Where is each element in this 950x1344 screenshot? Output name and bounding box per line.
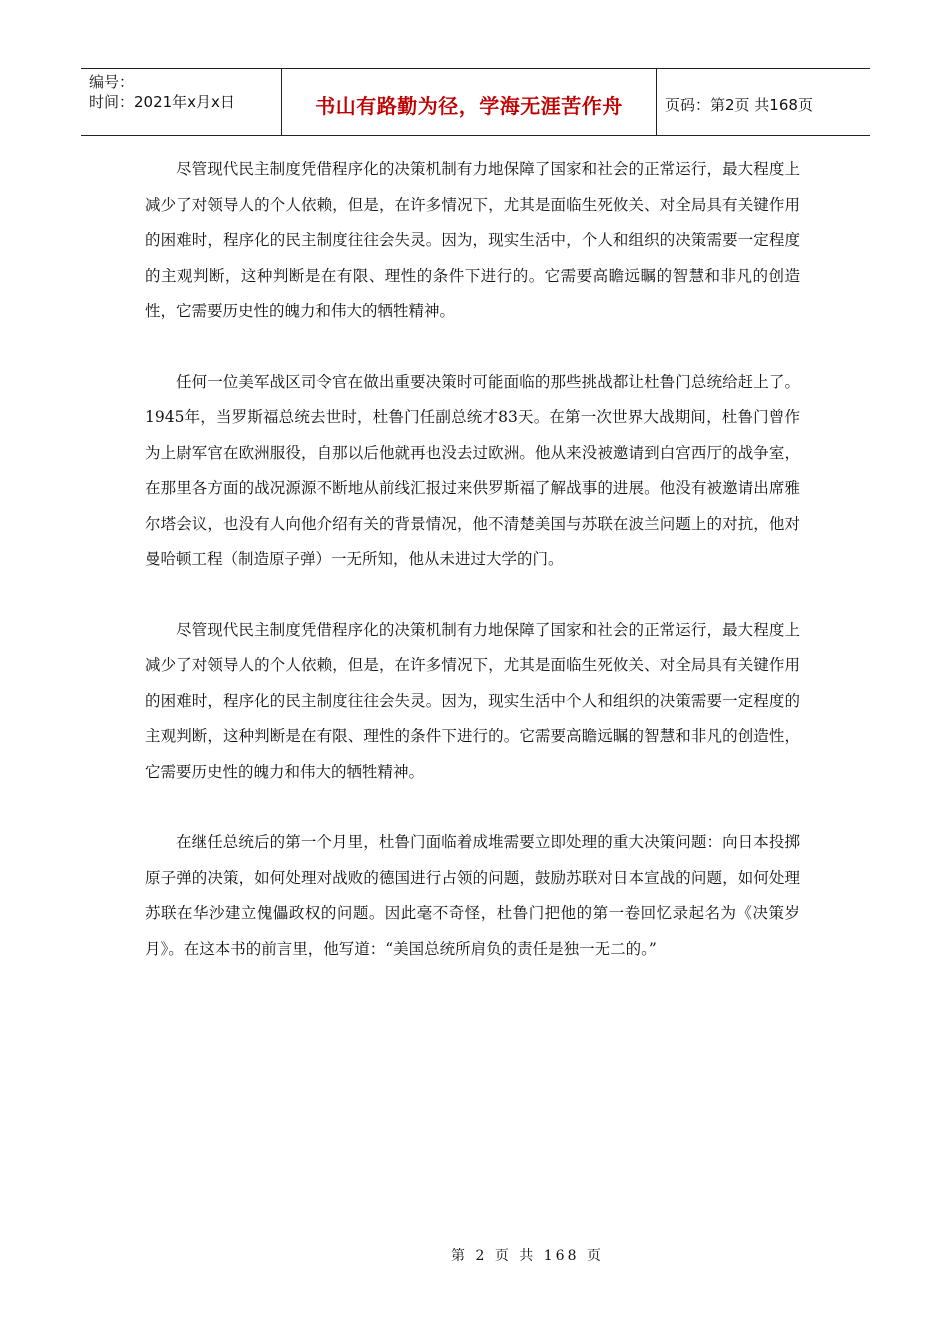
document-date-label: 时间：2021年x月x日 <box>89 93 235 111</box>
paragraph: 在继任总统后的第一个月里，杜鲁门面临着成堆需要立即处理的重大决策问题：向日本投掷原子弹的决策，如何处理对战败的德国进行占领的问题，鼓励苏联对日本宣战的问题，如何处理苏联在华沙建立傀儡政权的问题。因此毫不奇怪，杜鲁门把他的第一卷回忆录起名为《决策岁月》。在这本书的前言里，他写道：“美国总统所肩负的责任是独一无二的。” <box>145 833 800 958</box>
header-page-number: 页码：第2页 共168页 <box>665 95 813 114</box>
header-meta <box>81 69 282 135</box>
paragraph: 任何一位美军战区司令官在做出重要决策时可能面临的那些挑战都让杜鲁门总统给赶上了。1945年，当罗斯福总统去世时，杜鲁门任副总统才83天。在第一次世界大战期间，杜鲁门曾作为上尉军官在欧洲服役，自那以后他就再也没去过欧洲。他从来没被邀请到白宫西厅的战争室，在那里各方面的战况源源不断地从前线汇报过来供罗斯福了解战事的进展。他没有被邀请出席雅尔塔会议，也没有人向他介绍有关的背景情况，他不清楚美国与苏联在波兰问题上的对抗，他对曼哈顿工程（制造原子弹）一无所知，他从未进过大学的门。 <box>145 372 800 568</box>
document-number-label: 编号： <box>89 73 135 91</box>
header-motto: 书山有路勤为径，学海无涯苦作舟 <box>282 69 657 135</box>
page-footer: 第 2 页 共 168 页 <box>451 1248 604 1264</box>
paragraph: 尽管现代民主制度凭借程序化的决策机制有力地保障了国家和社会的正常运行，最大程度上减少了对领导人的个人依赖，但是，在许多情况下，尤其是面临生死攸关、对全局具有关键作用的困难时，程序化的民主制度往往会失灵。因为，现实生活中个人和组织的决策需要一定程度的主观判断，这种判断是在有限、理性的条件下进行的。它需要高瞻远瞩的智慧和非凡的创造性，它需要历史性的魄力和伟大的牺牲精神。 <box>145 620 800 781</box>
page-header <box>81 68 870 136</box>
document-body <box>145 152 800 1002</box>
paragraph: 尽管现代民主制度凭借程序化的决策机制有力地保障了国家和社会的正常运行，最大程度上减少了对领导人的个人依赖，但是，在许多情况下，尤其是面临生死攸关、对全局具有关键作用的困难时，程序化的民主制度往往会失灵。因为，现实生活中，个人和组织的决策需要一定程度的主观判断，这种判断是在有限、理性的条件下进行的。它需要高瞻远瞩的智慧和非凡的创造性，它需要历史性的魄力和伟大的牺牲精神。 <box>145 160 800 320</box>
